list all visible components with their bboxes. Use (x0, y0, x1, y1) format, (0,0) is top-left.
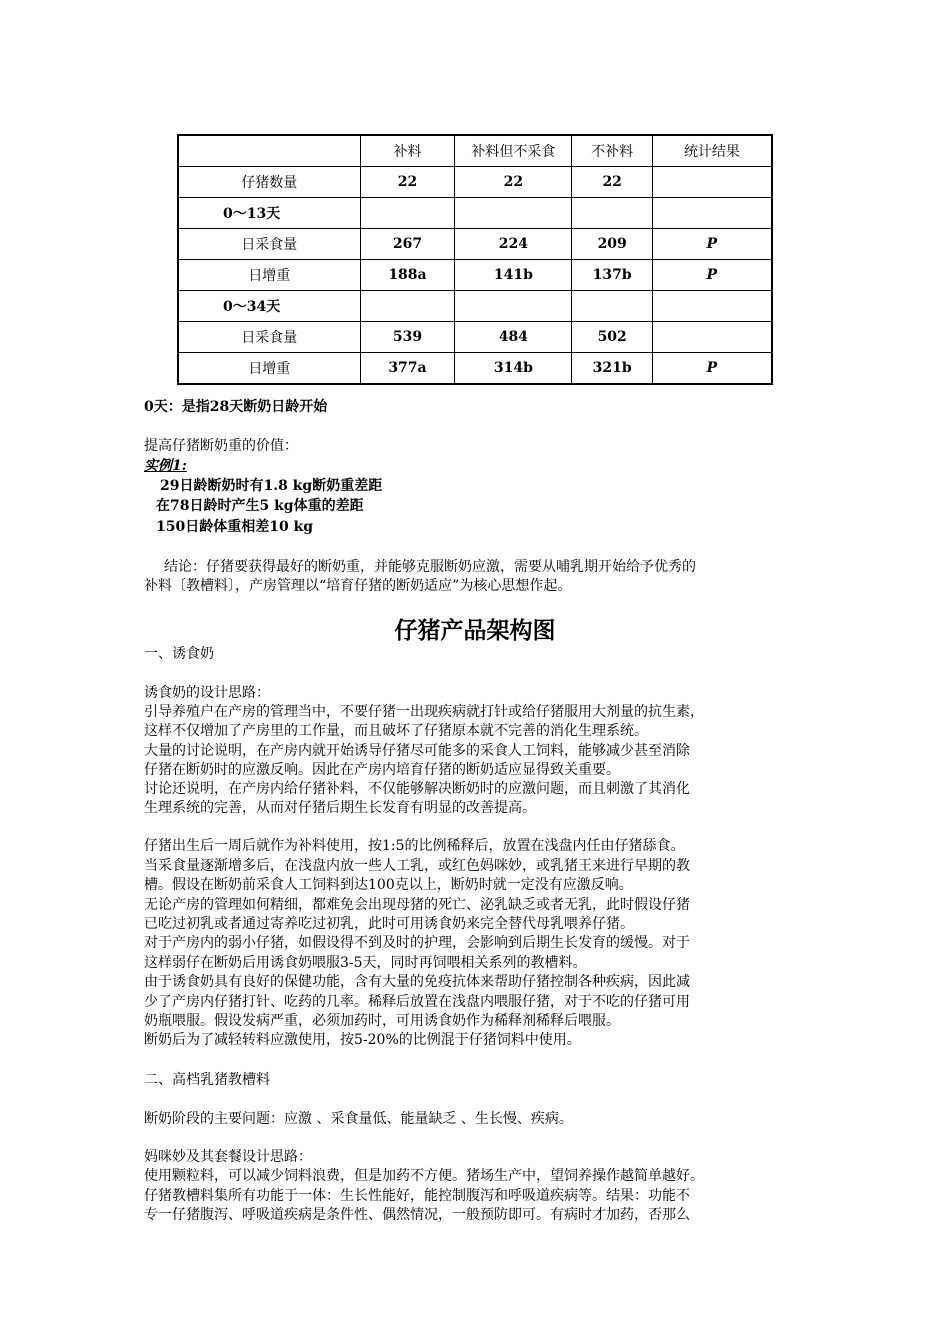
table-cell: 补料但不采食 (455, 135, 572, 167)
table-section-row (178, 198, 772, 229)
table-cell: 0～34天 (178, 291, 360, 322)
section2-heading: 二、高档乳猪教槽料 (144, 1072, 270, 1088)
table-cell: 22 (455, 167, 572, 198)
table-cell: 补料 (360, 135, 455, 167)
table-cell: 仔猪数量 (178, 167, 360, 198)
para-line: 仔猪出生后一周后就作为补料使用，按1:5的比例稀释后，放置在浅盘内任由仔猪舔食。 (144, 838, 685, 854)
para-line: 断奶后为了减轻转料应激使用，按5-20%的比例混于仔猪饲料中使用。 (144, 1032, 581, 1048)
para-line: 生理系统的完善，从而对仔猪后期生长发育有明显的改善提高。 (144, 800, 536, 816)
para-line: 奶瓶喂服。假设发病严重，必须加药时，可用诱食奶作为稀释剂稀释后喂服。 (144, 1013, 620, 1029)
table-section-row (178, 291, 772, 322)
section2-problems: 断奶阶段的主要问题：应激 、采食量低、能量缺乏 、生长慢、疾病。 (144, 1111, 573, 1127)
para-line: 这样弱仔在断奶后用诱食奶喂服3-5天，同时再饲喂相关系列的教槽料。 (144, 955, 587, 971)
conclusion-line: 补料〔教槽料〕，产房管理以“培育仔猪的断奶适应”为核心思想作起。 (144, 578, 572, 594)
para-line: 仔猪在断奶时的应激反响。因此在产房内培育仔猪的断奶适应显得致关重要。 (144, 762, 620, 778)
para-line: 对于产房内的弱小仔猪，如假设得不到及时的护理，会影响到后期生长发育的缓慢。对于 (144, 935, 690, 951)
example-line: 在78日龄时产生5 kg体重的差距 (156, 498, 364, 514)
table-cell (455, 291, 572, 322)
example-line: 29日龄断奶时有1.8 kg断奶重差距 (160, 478, 383, 494)
para-line: 大量的讨论说明，在产房内就开始诱导仔猪尽可能多的采食人工饲料，能够减少甚至消除 (144, 743, 690, 759)
para-line: 引导养殖户在产房的管理当中，不要仔猪一出现疾病就打针或给仔猪服用大剂量的抗生素， (144, 704, 704, 720)
table-cell: 321b (572, 353, 652, 385)
table-cell (360, 198, 455, 229)
table-cell: 日增重 (178, 353, 360, 385)
table-cell: 188a (360, 260, 455, 291)
table-cell (572, 198, 652, 229)
table-header-row (178, 135, 772, 167)
para-line: 少了产房内仔猪打针、吃药的几率。稀释后放置在浅盘内喂服仔猪，对于不吃的仔猪可用 (144, 994, 690, 1010)
table-cell (178, 135, 360, 167)
para-line: 已吃过初乳或者通过寄养吃过初乳，此时可用诱食奶来完全替代母乳喂养仔猪。 (144, 916, 634, 932)
table-cell (652, 198, 772, 229)
table-cell: 209 (572, 229, 652, 260)
table-cell: 22 (572, 167, 652, 198)
table-cell (572, 291, 652, 322)
table-cell: 224 (455, 229, 572, 260)
table-cell: 137b (572, 260, 652, 291)
para-line: 这样不仅增加了产房里的工作量，而且破坏了仔猪原本就不完善的消化生理系统。 (144, 723, 648, 739)
example-label: 实例1: (144, 458, 187, 474)
table-cell: 539 (360, 322, 455, 353)
table-cell: 0～13天 (178, 198, 360, 229)
table-cell: 统计结果 (652, 135, 772, 167)
table-cell: 日采食量 (178, 229, 360, 260)
table-row (178, 167, 772, 198)
table-cell (652, 291, 772, 322)
table-cell: 日采食量 (178, 322, 360, 353)
table-row (178, 229, 772, 260)
table-cell: 484 (455, 322, 572, 353)
section2-design-heading: 妈咪妙及其套餐设计思路： (144, 1149, 312, 1165)
para-line: 专一仔猪腹泻、呼吸道疾病是条件性、偶然情况，一般预防即可。有病时才加药，否那么 (144, 1207, 690, 1223)
table-cell: 314b (455, 353, 572, 385)
page-title: 仔猪产品架构图 (394, 617, 556, 644)
trial-results-table (177, 134, 773, 385)
example-line: 150日龄体重相差10 kg (156, 519, 314, 535)
section1-heading: 一、诱食奶 (144, 646, 214, 662)
para-line: 当采食量逐渐增多后，在浅盘内放一些人工乳，或红色妈咪妙，或乳猪王来进行早期的教 (144, 858, 690, 874)
table-row (178, 353, 772, 385)
value-heading: 提高仔猪断奶重的价值： (144, 438, 298, 454)
table-cell: P (652, 260, 772, 291)
para-line: 无论产房的管理如何精细，都难免会出现母猪的死亡、泌乳缺乏或者无乳，此时假设仔猪 (144, 897, 690, 913)
para-line: 讨论还说明，在产房内给仔猪补料，不仅能够解决断奶时的应激问题，而且刺激了其消化 (144, 781, 690, 797)
table-cell: 267 (360, 229, 455, 260)
table-cell: 141b (455, 260, 572, 291)
table-row (178, 260, 772, 291)
table-cell: 502 (572, 322, 652, 353)
para-line: 由于诱食奶具有良好的保健功能，含有大量的免疫抗体来帮助仔猪控制各种疾病，因此减 (144, 974, 690, 990)
table-cell: 22 (360, 167, 455, 198)
table-cell (652, 167, 772, 198)
para-line: 仔猪教槽料集所有功能于一体：生长性能好，能控制腹泻和呼吸道疾病等。结果：功能不 (144, 1188, 690, 1204)
table-cell: P (652, 353, 772, 385)
conclusion-line: 结论：仔猪要获得最好的断奶重，并能够克服断奶应激，需要从哺乳期开始给予优秀的 (164, 559, 696, 575)
table-cell: 377a (360, 353, 455, 385)
table-row (178, 322, 772, 353)
para-line: 使用颗粒料，可以减少饲料浪费，但是加药不方便。猪场生产中，望饲养操作越简单越好。 (144, 1168, 704, 1184)
table-note: 0天：是指28天断奶日龄开始 (144, 399, 328, 415)
table-cell (360, 291, 455, 322)
table-cell: P (652, 229, 772, 260)
table-cell (455, 198, 572, 229)
table-cell (652, 322, 772, 353)
table-cell: 不补料 (572, 135, 652, 167)
table-cell: 日增重 (178, 260, 360, 291)
para-line: 槽。假设在断奶前采食人工饲料到达100克以上，断奶时就一定没有应激反响。 (144, 877, 633, 893)
section1-design-heading: 诱食奶的设计思路： (144, 685, 270, 701)
